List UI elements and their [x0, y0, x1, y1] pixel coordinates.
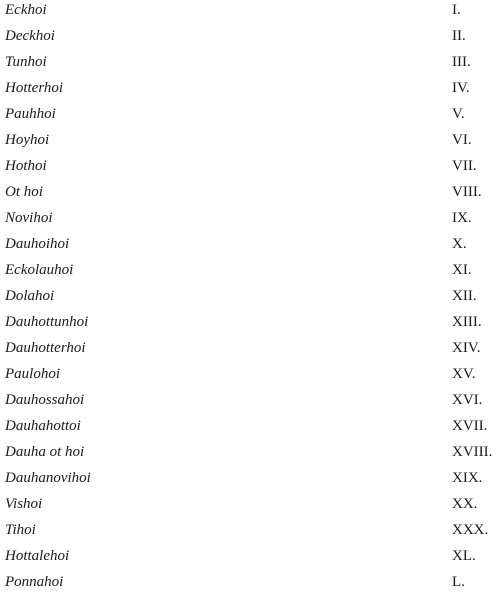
word-cell: Paulohoi — [5, 366, 60, 382]
table-row — [0, 0, 495, 26]
table-row — [0, 312, 495, 338]
word-cell: Hoyhoi — [5, 132, 50, 148]
table-row — [0, 390, 495, 416]
numeral-cell: II. — [452, 28, 466, 44]
word-cell: Dauha ot hoi — [5, 444, 85, 460]
table-row — [0, 78, 495, 104]
numeral-cell: XIII. — [452, 314, 482, 330]
word-cell: Pauhhoi — [5, 106, 56, 122]
table-row — [0, 286, 495, 312]
table-row — [0, 572, 495, 598]
word-cell: Dauhottunhoi — [5, 314, 89, 330]
table-row — [0, 52, 495, 78]
numeral-cell: V. — [452, 106, 465, 122]
word-cell: Novihoi — [5, 210, 53, 226]
word-cell: Dauhoihoi — [5, 236, 70, 252]
word-cell: Dauhotterhoi — [5, 340, 86, 356]
numeral-cell: XI. — [452, 262, 472, 278]
table-row — [0, 104, 495, 130]
numeral-cell: IX. — [452, 210, 472, 226]
table-row — [0, 468, 495, 494]
numeral-cell: XVII. — [452, 418, 488, 434]
numeral-cell: L. — [452, 574, 465, 590]
word-cell: Dauhahottoi — [5, 418, 81, 434]
word-cell: Tihoi — [5, 522, 36, 538]
table-row — [0, 260, 495, 286]
table-row — [0, 416, 495, 442]
table-row — [0, 338, 495, 364]
word-cell: Eckolauhoi — [5, 262, 74, 278]
numeral-cell: IV. — [452, 80, 470, 96]
numeral-cell: VII. — [452, 158, 477, 174]
table-row — [0, 546, 495, 572]
numeral-cell: XV. — [452, 366, 476, 382]
numeral-cell: XX. — [452, 496, 478, 512]
numeral-cell: XIV. — [452, 340, 481, 356]
table-row — [0, 156, 495, 182]
numeral-cell: I. — [452, 2, 461, 18]
table-row — [0, 234, 495, 260]
numeral-cell: XVIII. — [452, 444, 493, 460]
numeral-cell: VI. — [452, 132, 472, 148]
table-row — [0, 182, 495, 208]
numeral-cell: XXX. — [452, 522, 489, 538]
word-cell: Deckhoi — [5, 28, 55, 44]
numeral-cell: XL. — [452, 548, 476, 564]
table-row — [0, 520, 495, 546]
word-cell: Hothoi — [5, 158, 47, 174]
word-cell: Ponnahoi — [5, 574, 64, 590]
word-cell: Dauhanovihoi — [5, 470, 91, 486]
word-cell: Tunhoi — [5, 54, 47, 70]
table-row — [0, 26, 495, 52]
table-row — [0, 364, 495, 390]
table-row — [0, 442, 495, 468]
table-row — [0, 494, 495, 520]
numeral-cell: XIX. — [452, 470, 483, 486]
numeral-cell: XVI. — [452, 392, 483, 408]
word-cell: Hottalehoi — [5, 548, 70, 564]
word-cell: Ot hoi — [5, 184, 43, 200]
numeral-cell: VIII. — [452, 184, 482, 200]
word-cell: Dolahoi — [5, 288, 55, 304]
table-row — [0, 130, 495, 156]
numeral-cell: III. — [452, 54, 471, 70]
numeral-cell: X. — [452, 236, 467, 252]
word-cell: Vishoi — [5, 496, 43, 512]
table-row — [0, 208, 495, 234]
word-cell: Dauhossahoi — [5, 392, 85, 408]
numeral-cell: XII. — [452, 288, 477, 304]
word-cell: Eckhoi — [5, 2, 47, 18]
word-cell: Hotterhoi — [5, 80, 64, 96]
